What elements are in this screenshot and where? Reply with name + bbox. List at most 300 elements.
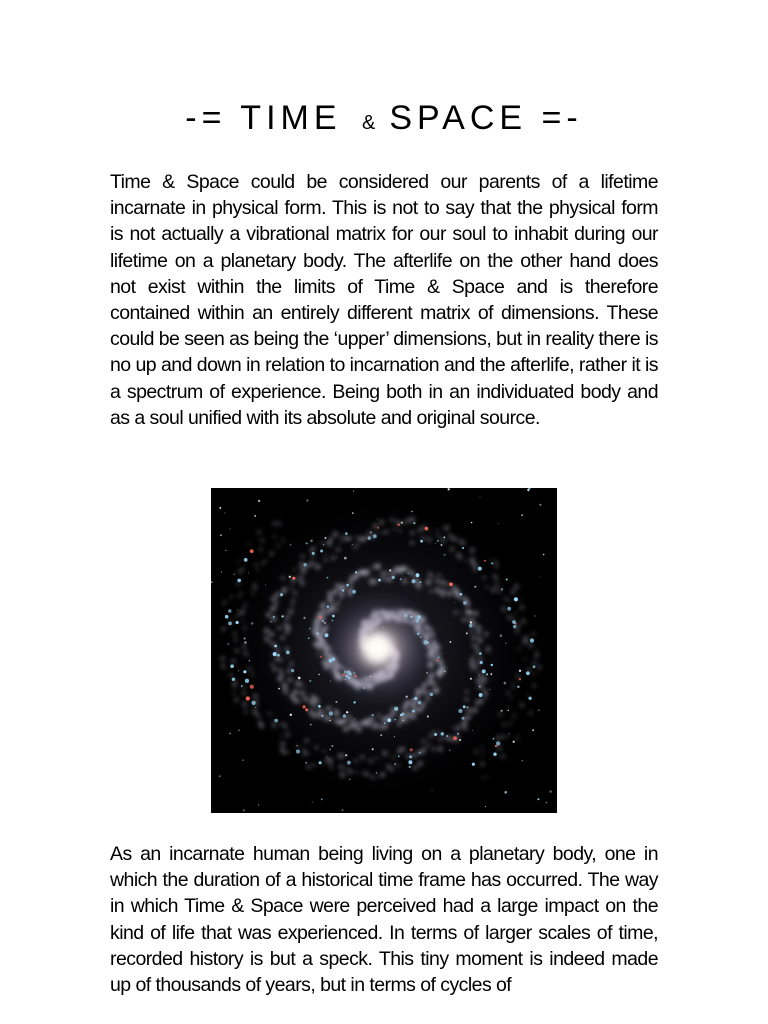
galaxy-star-cluster xyxy=(225,615,229,619)
galaxy-arm-dust xyxy=(502,723,506,727)
galaxy-arm-dust xyxy=(508,722,511,725)
galaxy-arm-dust xyxy=(490,560,492,562)
galaxy-arm-dust xyxy=(303,696,309,702)
galaxy-arm-dust xyxy=(377,714,380,717)
galaxy-arm-dust xyxy=(269,551,274,556)
background-star xyxy=(501,710,503,712)
background-star xyxy=(539,504,541,506)
galaxy-star-cluster xyxy=(420,540,423,543)
galaxy-arm-dust xyxy=(472,625,475,628)
background-star xyxy=(352,544,353,545)
galaxy-arm-dust xyxy=(235,615,238,618)
galaxy-arm-dust xyxy=(430,590,433,593)
background-star xyxy=(331,620,333,622)
galaxy-arm-dust xyxy=(283,723,287,727)
galaxy-arm-dust xyxy=(482,677,487,682)
background-star xyxy=(500,634,503,637)
galaxy-arm-dust xyxy=(323,602,326,605)
galaxy-star-cluster xyxy=(273,616,275,618)
galaxy-arm-dust xyxy=(264,628,270,634)
background-star xyxy=(327,577,329,579)
background-star xyxy=(394,763,396,765)
galaxy-arm-dust xyxy=(259,547,263,551)
background-star xyxy=(394,736,395,737)
galaxy-arm-dust xyxy=(309,561,314,566)
galaxy-arm-dust xyxy=(382,723,388,729)
galaxy-arm-dust xyxy=(375,757,378,760)
galaxy-star-cluster xyxy=(343,714,347,718)
galaxy-arm-dust xyxy=(411,753,416,758)
galaxy-arm-dust xyxy=(318,709,323,714)
galaxy-arm-dust xyxy=(234,698,239,703)
galaxy-arm-dust xyxy=(275,592,281,598)
galaxy-arm-dust xyxy=(470,662,476,668)
galaxy-arm-dust xyxy=(508,706,511,709)
background-star xyxy=(521,514,523,516)
background-star xyxy=(258,804,259,805)
galaxy-arm-dust xyxy=(473,567,478,572)
galaxy-arm-dust xyxy=(288,609,293,614)
galaxy-star-cluster xyxy=(329,711,333,715)
background-star xyxy=(498,523,499,524)
galaxy-arm-dust xyxy=(504,597,508,601)
galaxy-arm-dust xyxy=(326,706,332,712)
galaxy-arm-dust xyxy=(251,673,254,676)
galaxy-star-cluster xyxy=(319,761,322,764)
galaxy-star-cluster xyxy=(416,573,420,577)
galaxy-arm-dust xyxy=(351,575,354,578)
background-star xyxy=(444,671,446,673)
galaxy-arm-dust xyxy=(429,574,433,578)
galaxy-arm-dust xyxy=(397,764,400,767)
background-star xyxy=(309,628,311,630)
background-star xyxy=(329,720,330,721)
galaxy-arm-dust xyxy=(495,583,499,587)
galaxy-star-cluster xyxy=(506,579,508,581)
galaxy-star-cluster xyxy=(400,714,402,716)
galaxy-arm-dust xyxy=(293,591,297,595)
galaxy-arm-dust xyxy=(487,775,489,777)
galaxy-star-cluster xyxy=(519,678,521,680)
galaxy-arm-dust xyxy=(230,595,233,598)
background-star xyxy=(321,799,323,801)
galaxy-arm-dust xyxy=(532,684,536,688)
galaxy-arm-dust xyxy=(474,750,478,754)
galaxy-star-cluster xyxy=(291,669,294,672)
background-star xyxy=(471,522,472,523)
background-star xyxy=(467,707,469,709)
galaxy-arm-dust xyxy=(482,776,485,779)
background-star xyxy=(470,678,472,680)
galaxy-arm-dust xyxy=(277,626,281,630)
galaxy-star-cluster xyxy=(517,686,519,688)
galaxy-arm-dust xyxy=(472,643,475,646)
background-star xyxy=(377,519,378,520)
galaxy-star-cluster xyxy=(250,549,254,553)
galaxy-arm-dust xyxy=(432,747,436,751)
galaxy-arm-dust xyxy=(327,591,332,596)
galaxy-arm-dust xyxy=(325,554,327,556)
galaxy-arm-dust xyxy=(263,560,267,564)
galaxy-star-cluster xyxy=(441,732,444,735)
background-star xyxy=(230,529,231,530)
galaxy-arm-dust xyxy=(486,647,491,652)
galaxy-star-cluster xyxy=(493,753,496,756)
galaxy-arm-dust xyxy=(289,662,293,666)
galaxy-arm-dust xyxy=(515,631,518,634)
galaxy-arm-dust xyxy=(465,690,469,694)
galaxy-star-cluster xyxy=(407,572,409,574)
galaxy-arm-dust xyxy=(377,564,381,568)
galaxy-arm-dust xyxy=(234,636,236,638)
background-star xyxy=(449,750,450,751)
background-star xyxy=(519,670,521,672)
galaxy-arm-dust xyxy=(369,759,373,763)
galaxy-star-cluster xyxy=(437,540,439,542)
galaxy-arm-dust xyxy=(494,560,497,563)
galaxy-arm-dust xyxy=(231,659,236,664)
background-star xyxy=(219,507,221,509)
background-star xyxy=(454,602,455,603)
galaxy-arm-dust xyxy=(386,764,391,769)
galaxy-arm-dust xyxy=(229,673,233,677)
galaxy-arm-dust xyxy=(473,611,479,617)
background-star xyxy=(508,710,509,711)
galaxy-arm-dust xyxy=(253,694,259,700)
background-star xyxy=(318,674,319,675)
galaxy-star-cluster xyxy=(392,576,395,579)
galaxy-arm-dust xyxy=(516,673,519,676)
galaxy-star-cluster xyxy=(277,654,280,657)
galaxy-star-cluster xyxy=(236,621,239,624)
galaxy-arm-dust xyxy=(258,721,263,726)
galaxy-arm-dust xyxy=(364,772,369,777)
galaxy-arm-dust xyxy=(477,671,480,674)
galaxy-arm-dust xyxy=(410,541,415,546)
background-star xyxy=(349,779,351,781)
galaxy-arm-dust xyxy=(232,683,237,688)
galaxy-arm-dust xyxy=(475,700,479,704)
galaxy-arm-dust xyxy=(280,747,285,752)
background-star xyxy=(504,791,507,794)
galaxy-arm-dust xyxy=(313,546,316,549)
galaxy-arm-dust xyxy=(491,587,496,592)
galaxy-arm-dust xyxy=(323,750,326,753)
background-star xyxy=(303,617,305,619)
galaxy-arm-dust xyxy=(325,757,329,761)
background-star xyxy=(470,621,472,623)
galaxy-arm-dust xyxy=(378,775,381,778)
galaxy-arm-dust xyxy=(282,587,287,592)
background-star xyxy=(372,714,374,716)
galaxy-arm-dust xyxy=(474,644,479,649)
galaxy-arm-dust xyxy=(360,755,365,760)
background-star xyxy=(451,624,452,625)
background-star xyxy=(344,557,347,560)
galaxy-arm-dust xyxy=(453,537,458,542)
galaxy-arm-dust xyxy=(287,654,290,657)
galaxy-star-cluster xyxy=(243,670,246,673)
background-star xyxy=(538,710,540,712)
galaxy-arm-dust xyxy=(220,656,225,661)
galaxy-arm-dust xyxy=(479,640,482,643)
background-star xyxy=(432,790,433,791)
galaxy-arm-dust xyxy=(397,722,401,726)
galaxy-star-cluster xyxy=(347,761,351,765)
galaxy-arm-dust xyxy=(462,725,467,730)
background-star xyxy=(546,802,548,804)
galaxy-star-cluster xyxy=(430,693,433,696)
galaxy-arm-dust xyxy=(439,737,443,741)
galaxy-arm-dust xyxy=(402,578,407,583)
galaxy-arm-dust xyxy=(260,563,263,566)
background-star xyxy=(363,687,365,689)
galaxy-star-cluster xyxy=(409,755,412,758)
galaxy-arm-dust xyxy=(435,587,441,593)
background-star xyxy=(466,632,468,634)
galaxy-arm-dust xyxy=(271,605,277,611)
background-star xyxy=(296,745,297,746)
galaxy-star-cluster xyxy=(232,678,235,681)
background-star xyxy=(380,734,382,736)
galaxy-star-cluster xyxy=(282,615,284,617)
galaxy-arm-dust xyxy=(518,647,521,650)
galaxy-arm-dust xyxy=(498,712,502,716)
galaxy-arm-dust xyxy=(299,562,304,567)
background-star xyxy=(244,638,246,640)
galaxy-arm-dust xyxy=(294,568,297,571)
background-star xyxy=(254,515,256,517)
galaxy-arm-dust xyxy=(482,752,485,755)
galaxy-star-cluster xyxy=(355,571,357,573)
background-star xyxy=(290,714,292,716)
galaxy-star-cluster xyxy=(273,652,277,656)
galaxy-star-cluster xyxy=(457,733,459,735)
galaxy-star-cluster xyxy=(420,581,422,583)
galaxy-star-cluster xyxy=(479,652,482,655)
galaxy-arm-dust xyxy=(281,659,284,662)
galaxy-arm-dust xyxy=(532,661,537,666)
galaxy-star-cluster xyxy=(495,745,497,747)
galaxy-arm-dust xyxy=(381,718,385,722)
background-star xyxy=(237,610,238,611)
background-star xyxy=(513,741,515,743)
galaxy-arm-dust xyxy=(241,567,245,571)
galaxy-arm-dust xyxy=(349,718,353,722)
galaxy-star-cluster xyxy=(528,697,531,700)
galaxy-arm-dust xyxy=(347,536,352,541)
galaxy-arm-dust xyxy=(280,741,285,746)
galaxy-arm-dust xyxy=(410,517,416,523)
galaxy-arm-dust xyxy=(278,668,282,672)
galaxy-arm-dust xyxy=(285,732,290,737)
galaxy-arm-dust xyxy=(476,630,481,635)
galaxy-arm-dust xyxy=(438,746,444,752)
page-title xyxy=(0,96,768,145)
galaxy-arm-dust xyxy=(528,642,533,647)
galaxy-arm-dust xyxy=(393,528,396,531)
galaxy-star-cluster xyxy=(484,560,486,562)
galaxy-arm-dust xyxy=(484,696,487,699)
galaxy-arm-dust xyxy=(435,579,439,583)
background-star xyxy=(248,573,249,574)
background-star xyxy=(310,540,313,543)
galaxy-arm-dust xyxy=(354,759,358,763)
background-star xyxy=(323,544,324,545)
background-star xyxy=(220,534,222,536)
galaxy-arm-dust xyxy=(537,665,542,670)
galaxy-arm-dust xyxy=(257,530,262,535)
galaxy-arm-dust xyxy=(479,657,483,661)
galaxy-star-cluster xyxy=(368,536,371,539)
galaxy-arm-dust xyxy=(222,600,226,604)
galaxy-arm-dust xyxy=(292,599,296,603)
galaxy-arm-dust xyxy=(281,539,285,543)
background-star xyxy=(325,537,327,539)
galaxy-star-cluster xyxy=(514,597,518,601)
galaxy-arm-dust xyxy=(301,555,305,559)
galaxy-arm-dust xyxy=(240,592,243,595)
galaxy-arm-dust xyxy=(242,620,245,623)
galaxy-arm-dust xyxy=(271,596,277,602)
galaxy-arm-dust xyxy=(242,702,248,708)
galaxy-arm-dust xyxy=(295,680,301,686)
background-star xyxy=(345,754,347,756)
background-star xyxy=(427,716,429,718)
background-star xyxy=(401,522,403,524)
background-star xyxy=(444,537,446,539)
background-star xyxy=(549,790,552,793)
galaxy-star-cluster xyxy=(227,643,229,645)
galaxy-arm-dust xyxy=(306,765,310,769)
galaxy-arm-dust xyxy=(417,528,422,533)
galaxy-arm-dust xyxy=(300,691,305,696)
background-star xyxy=(308,637,310,639)
galaxy-arm-dust xyxy=(243,651,248,656)
galaxy-arm-dust xyxy=(335,590,338,593)
galaxy-star-cluster xyxy=(237,579,241,583)
galaxy-star-cluster xyxy=(228,609,231,612)
background-star xyxy=(265,584,266,585)
galaxy-arm-dust xyxy=(473,708,478,713)
background-star xyxy=(270,621,271,622)
galaxy-arm-dust xyxy=(233,692,236,695)
galaxy-arm-dust xyxy=(348,770,353,775)
galaxy-arm-dust xyxy=(270,653,272,655)
galaxy-arm-dust xyxy=(464,697,468,701)
galaxy-arm-dust xyxy=(398,529,401,532)
galaxy-arm-dust xyxy=(494,563,498,567)
galaxy-arm-dust xyxy=(280,723,283,726)
background-star xyxy=(419,752,421,754)
galaxy-arm-dust xyxy=(233,632,237,636)
background-star xyxy=(522,760,523,761)
background-star xyxy=(543,554,545,556)
galaxy-arm-dust xyxy=(390,518,394,522)
galaxy-arm-dust xyxy=(437,534,440,537)
background-star xyxy=(310,724,312,726)
background-star xyxy=(331,745,333,747)
galaxy-image xyxy=(211,488,557,813)
galaxy-arm-dust xyxy=(474,666,478,670)
galaxy-arm-dust xyxy=(426,697,430,701)
background-star xyxy=(309,680,311,682)
galaxy-arm-dust xyxy=(304,739,309,744)
background-star xyxy=(505,642,507,644)
galaxy-arm-dust xyxy=(312,763,316,767)
galaxy-arm-dust xyxy=(471,636,476,641)
background-star xyxy=(472,730,473,731)
galaxy-star-cluster xyxy=(434,733,437,736)
galaxy-arm-dust xyxy=(417,761,423,767)
galaxy-arm-dust xyxy=(440,580,445,585)
galaxy-star-cluster xyxy=(400,578,402,580)
background-star xyxy=(479,675,480,676)
galaxy-arm-dust xyxy=(476,625,481,630)
galaxy-star-cluster xyxy=(507,607,511,611)
galaxy-star-cluster xyxy=(408,760,412,764)
background-star xyxy=(255,707,256,708)
galaxy-arm-dust xyxy=(379,726,383,730)
galaxy-arm-dust xyxy=(447,591,453,597)
galaxy-arm-dust xyxy=(234,648,239,653)
galaxy-arm-dust xyxy=(512,716,515,719)
background-star xyxy=(411,511,413,513)
galaxy-arm-dust xyxy=(362,772,364,774)
galaxy-arm-dust xyxy=(480,761,485,766)
background-star xyxy=(450,641,452,643)
galaxy-arm-dust xyxy=(355,771,358,774)
galaxy-arm-dust xyxy=(371,775,375,779)
background-star xyxy=(238,670,239,671)
galaxy-arm-dust xyxy=(288,751,290,753)
galaxy-arm-dust xyxy=(302,572,305,575)
background-star xyxy=(489,689,490,690)
background-star xyxy=(289,576,291,578)
galaxy-arm-dust xyxy=(379,520,384,525)
galaxy-star-cluster xyxy=(409,766,411,768)
galaxy-star-cluster xyxy=(398,756,400,758)
galaxy-star-cluster xyxy=(469,624,473,628)
galaxy-arm-dust xyxy=(434,690,438,694)
background-star xyxy=(406,696,408,698)
galaxy-arm-dust xyxy=(427,537,432,542)
galaxy-arm-dust xyxy=(444,525,450,531)
background-star xyxy=(278,688,280,690)
galaxy-arm-dust xyxy=(328,537,333,542)
background-star xyxy=(448,488,450,490)
galaxy-star-cluster xyxy=(512,620,516,624)
background-star xyxy=(305,762,307,764)
galaxy-star-cluster xyxy=(479,693,483,697)
galaxy-arm-dust xyxy=(428,530,431,533)
galaxy-arm-dust xyxy=(405,719,409,723)
galaxy-arm-dust xyxy=(450,547,455,552)
galaxy-arm-dust xyxy=(291,604,294,607)
background-star xyxy=(535,616,536,617)
galaxy-arm-dust xyxy=(535,651,538,654)
galaxy-star-cluster xyxy=(501,588,503,590)
galaxy-arm-dust xyxy=(331,556,336,561)
galaxy-arm-dust xyxy=(470,630,473,633)
galaxy-star-cluster xyxy=(230,664,234,668)
galaxy-arm-dust xyxy=(403,520,407,524)
galaxy-arm-dust xyxy=(476,678,482,684)
galaxy-star-cluster xyxy=(412,579,416,583)
background-star xyxy=(443,554,445,556)
galaxy-arm-dust xyxy=(244,710,248,714)
galaxy-arm-dust xyxy=(269,632,274,637)
